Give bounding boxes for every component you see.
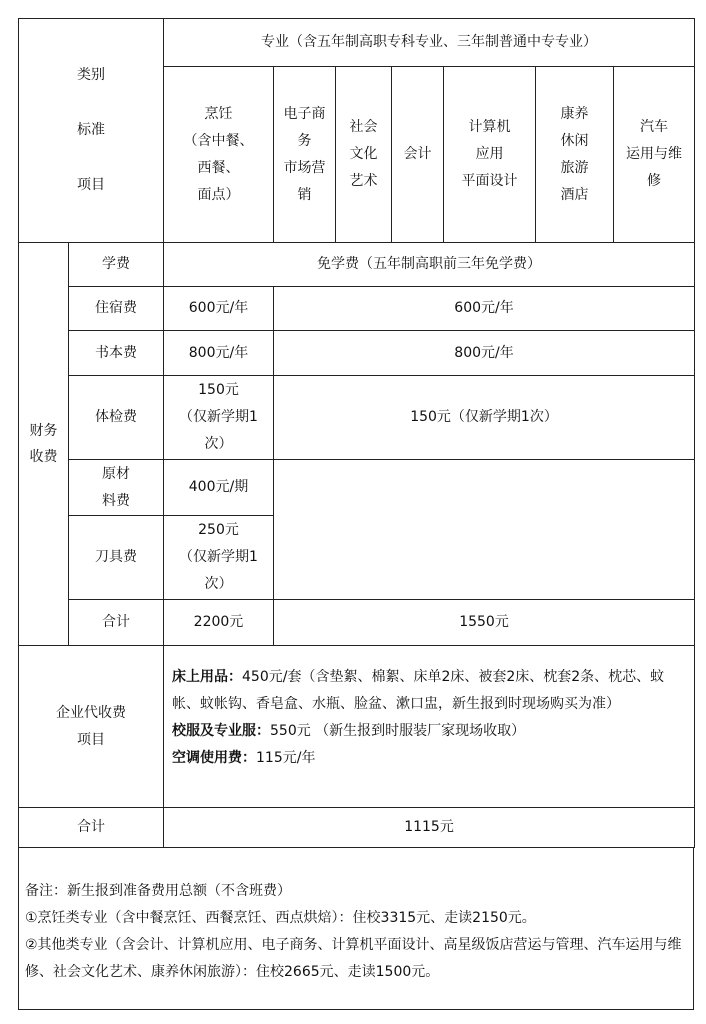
major-tourism-line: 康养 [560,105,589,122]
bedding-text: 450元/套（含垫絮、棉絮、床单2床、被套2床、枕套2条、枕芯、蚊帐、蚊帐钩、香皂盒、水瓶、脸盆、漱口盅，新生报到时现场购买为准） [172,669,665,712]
major-ecommerce [274,67,336,243]
category-header-cell [19,19,164,243]
knife-cooking [164,516,274,600]
major-cooking-line: 西餐、 [197,159,240,176]
exam-cooking-line: 次） [204,436,233,452]
lodging-others: 600元/年 [274,287,695,331]
tuition-label: 学费 [69,243,164,287]
major-cooking-line: 烹饪 [204,105,233,122]
exam-others: 150元（仅新学期1次） [274,376,695,460]
major-auto-line: 修 [647,173,662,189]
books-others: 800元/年 [274,331,695,376]
major-ecommerce-line: 务 [297,132,312,149]
major-accounting-line: 会计 [403,146,432,162]
knife-cooking-line: 次） [204,576,233,592]
knife-cooking-line: （仅新学期1 [179,549,258,565]
major-cooking [164,67,274,243]
material-cooking: 400元/期 [164,460,274,516]
ac-label: 空调使用费： [172,750,256,766]
exam-cooking-line: （仅新学期1 [179,409,258,425]
major-ecommerce-line: 电子商 [283,105,326,122]
major-auto-line: 汽车 [640,119,669,135]
major-cooking-line: （含中餐、 [183,132,254,149]
notes-section [18,848,694,1010]
major-auto-line: 运用与维 [626,146,683,162]
major-cooking-line: 面点） [197,186,240,203]
major-tourism [536,67,614,243]
notes-others: ②其他类专业（含会计、计算机应用、电子商务、计算机平面设计、高星级饭店营运与管理、汽车运用与维修、社会文化艺术、康养休闲旅游）：住校2665元、走读1500元。 [25,937,682,980]
item-label: 项目 [77,177,105,193]
exam-label: 体检费 [69,376,164,460]
ac-text: 115元/年 [256,750,316,766]
major-culture-line: 艺术 [349,173,378,189]
major-tourism-line: 旅游 [560,159,589,176]
lodging-cooking: 600元/年 [164,287,274,331]
major-ecommerce-line: 销 [297,186,312,203]
enterprise-label-line: 企业代收费 [56,704,126,721]
finance-total-others: 1550元 [274,600,695,646]
notes-cooking: ①烹饪类专业（含中餐烹饪、西餐烹饪、西点烘焙）：住校3315元、走读2150元。 [25,910,536,926]
finance-label-line: 财务 [29,423,58,439]
major-auto [614,67,695,243]
major-computer [444,67,536,243]
major-computer-line: 应用 [475,146,504,162]
major-tourism-line: 休闲 [560,132,589,149]
major-accounting [392,67,444,243]
enterprise-label-line: 项目 [77,731,105,748]
material-knife-empty [274,460,695,600]
finance-label-line: 收费 [29,449,58,465]
exam-cooking [164,376,274,460]
enterprise-total-label: 合计 [19,808,164,848]
material-label-line: 原材 [102,465,130,482]
ac-item [172,745,688,772]
uniform-text: 550元 （新生报到时服装厂家现场收取） [270,723,526,739]
books-cooking: 800元/年 [164,331,274,376]
major-culture-art [336,67,392,243]
finance-total-cooking: 2200元 [164,600,274,646]
notes-title: 备注：新生报到准备费用总额（不含班费） [25,883,291,899]
major-title: 专业（含五年制高职专科专业、三年制普通中专专业） [164,19,695,67]
enterprise-label [19,646,164,808]
uniform-item [172,718,688,745]
bedding-label: 床上用品： [172,669,242,685]
fee-table-container [18,18,694,1010]
major-culture-line: 文化 [349,146,378,162]
uniform-label: 校服及专业服： [172,723,270,739]
fee-table [18,18,695,848]
enterprise-items [164,646,695,808]
books-label: 书本费 [69,331,164,376]
major-ecommerce-line: 市场营 [283,159,326,176]
exam-cooking-line: 150元 [198,382,239,398]
material-label-line: 料费 [102,492,130,509]
knife-label: 刀具费 [69,516,164,600]
major-tourism-line: 酒店 [560,186,589,203]
finance-label [19,243,69,646]
bedding-item [172,664,688,718]
material-label [69,460,164,516]
knife-cooking-line: 250元 [198,522,239,538]
major-computer-line: 计算机 [468,119,511,135]
major-culture-line: 社会 [349,119,378,135]
tuition-value: 免学费（五年制高职前三年免学费） [164,243,695,287]
enterprise-total-value: 1115元 [164,808,695,848]
major-computer-line: 平面设计 [461,173,518,189]
finance-total-label: 合计 [69,600,164,646]
category-label: 类别 [77,67,105,83]
standard-label: 标准 [77,122,105,138]
lodging-label: 住宿费 [69,287,164,331]
